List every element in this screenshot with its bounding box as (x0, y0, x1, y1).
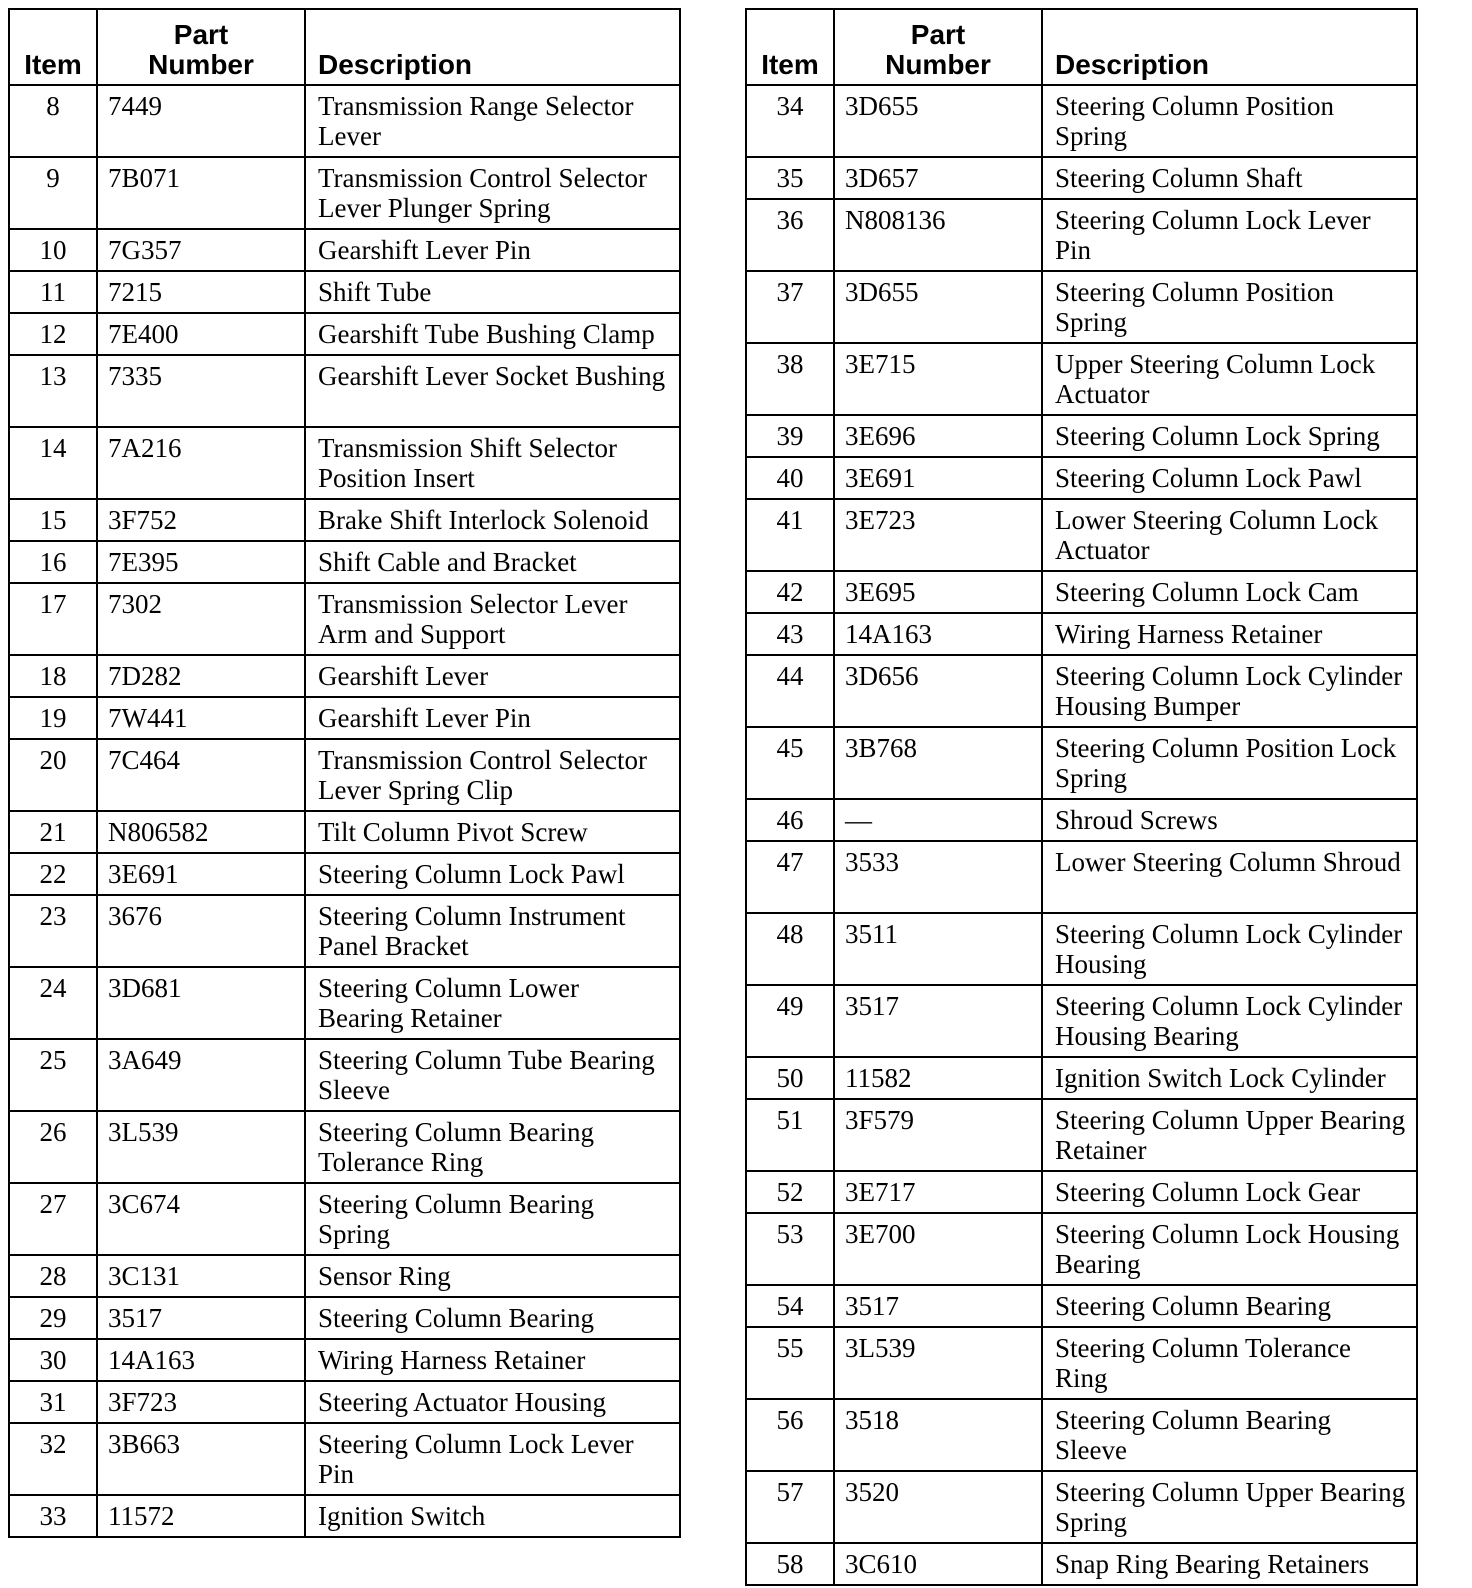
part-number-cell: 3L539 (834, 1327, 1042, 1399)
item-number-cell: 52 (746, 1171, 834, 1213)
description-cell: Snap Ring Bearing Retainers (1042, 1543, 1417, 1585)
part-number-cell: 3520 (834, 1471, 1042, 1543)
table-row (9, 157, 680, 229)
table-row (9, 697, 680, 739)
description-cell: Transmission Selector Lever Arm and Support (305, 583, 680, 655)
part-number-cell: 3A649 (97, 1039, 305, 1111)
part-number-cell: 7A216 (97, 427, 305, 499)
part-number-cell: N808136 (834, 199, 1042, 271)
table-row (746, 1285, 1417, 1327)
description-cell: Steering Column Lock Gear (1042, 1171, 1417, 1213)
item-number-cell: 19 (9, 697, 97, 739)
table-row (746, 1399, 1417, 1471)
description-cell: Steering Column Lock Cylinder Housing Bearing (1042, 985, 1417, 1057)
item-number-cell: 16 (9, 541, 97, 583)
table-header-row (9, 9, 680, 85)
description-cell: Steering Column Bearing (305, 1297, 680, 1339)
description-cell: Wiring Harness Retainer (305, 1339, 680, 1381)
item-number-cell: 8 (9, 85, 97, 157)
item-number-cell: 32 (9, 1423, 97, 1495)
item-number-cell: 47 (746, 841, 834, 913)
part-number-cell: 7C464 (97, 739, 305, 811)
parts-table-left-body (9, 85, 680, 1537)
table-row (9, 853, 680, 895)
part-number-cell: 3E723 (834, 499, 1042, 571)
item-number-cell: 54 (746, 1285, 834, 1327)
description-cell: Transmission Control Selector Lever Plunger Spring (305, 157, 680, 229)
table-row (9, 271, 680, 313)
description-column-header: Description (305, 9, 680, 85)
table-row (746, 1171, 1417, 1213)
description-cell: Transmission Shift Selector Position Insert (305, 427, 680, 499)
description-cell: Steering Column Tolerance Ring (1042, 1327, 1417, 1399)
item-number-cell: 34 (746, 85, 834, 157)
part-number-cell: 7215 (97, 271, 305, 313)
table-row (9, 541, 680, 583)
table-row (746, 415, 1417, 457)
table-row (9, 1297, 680, 1339)
part-number-cell: 3E691 (834, 457, 1042, 499)
description-cell: Steering Column Lock Pawl (1042, 457, 1417, 499)
table-row (746, 157, 1417, 199)
part-number-cell: 7302 (97, 583, 305, 655)
part-number-cell: 7E400 (97, 313, 305, 355)
item-number-cell: 26 (9, 1111, 97, 1183)
part-number-cell: 3676 (97, 895, 305, 967)
item-number-cell: 13 (9, 355, 97, 427)
description-cell: Steering Column Lock Cam (1042, 571, 1417, 613)
description-cell: Shroud Screws (1042, 799, 1417, 841)
table-row (9, 1381, 680, 1423)
description-cell: Gearshift Tube Bushing Clamp (305, 313, 680, 355)
description-cell: Steering Column Lock Pawl (305, 853, 680, 895)
part-number-cell: 3C131 (97, 1255, 305, 1297)
description-cell: Steering Column Bearing Sleeve (1042, 1399, 1417, 1471)
table-row (9, 1423, 680, 1495)
item-number-cell: 15 (9, 499, 97, 541)
table-row (746, 985, 1417, 1057)
item-number-cell: 24 (9, 967, 97, 1039)
part-number-cell: 7W441 (97, 697, 305, 739)
item-number-cell: 48 (746, 913, 834, 985)
part-number-cell: 7B071 (97, 157, 305, 229)
description-cell: Gearshift Lever Pin (305, 229, 680, 271)
item-number-cell: 44 (746, 655, 834, 727)
description-cell: Shift Cable and Bracket (305, 541, 680, 583)
part-number-cell: 3B663 (97, 1423, 305, 1495)
description-cell: Steering Column Bearing (1042, 1285, 1417, 1327)
description-cell: Wiring Harness Retainer (1042, 613, 1417, 655)
part-number-cell: 3D656 (834, 655, 1042, 727)
table-row (9, 967, 680, 1039)
table-row (746, 1213, 1417, 1285)
table-row (746, 1057, 1417, 1099)
table-row (9, 739, 680, 811)
item-number-cell: 31 (9, 1381, 97, 1423)
part-number-cell: 7335 (97, 355, 305, 427)
part-number-cell: 7D282 (97, 655, 305, 697)
table-row (9, 1183, 680, 1255)
table-row (9, 85, 680, 157)
table-row (9, 1339, 680, 1381)
description-cell: Lower Steering Column Shroud (1042, 841, 1417, 913)
description-cell: Lower Steering Column Lock Actuator (1042, 499, 1417, 571)
description-cell: Ignition Switch Lock Cylinder (1042, 1057, 1417, 1099)
item-number-cell: 14 (9, 427, 97, 499)
item-number-cell: 39 (746, 415, 834, 457)
table-row (746, 613, 1417, 655)
description-cell: Steering Column Position Spring (1042, 271, 1417, 343)
item-number-cell: 38 (746, 343, 834, 415)
part-number-cell: 3517 (97, 1297, 305, 1339)
part-number-column-header (97, 9, 305, 85)
description-cell: Sensor Ring (305, 1255, 680, 1297)
item-number-cell: 22 (9, 853, 97, 895)
description-cell: Tilt Column Pivot Screw (305, 811, 680, 853)
table-row (746, 457, 1417, 499)
parts-table-right (745, 8, 1418, 1586)
table-row (746, 271, 1417, 343)
part-number-cell: 7E395 (97, 541, 305, 583)
description-cell: Upper Steering Column Lock Actuator (1042, 343, 1417, 415)
item-number-cell: 35 (746, 157, 834, 199)
table-row (9, 1495, 680, 1537)
item-number-cell: 41 (746, 499, 834, 571)
description-cell: Shift Tube (305, 271, 680, 313)
description-cell: Gearshift Lever Socket Bushing (305, 355, 680, 427)
part-number-cell: 7G357 (97, 229, 305, 271)
item-number-cell: 9 (9, 157, 97, 229)
description-cell: Transmission Control Selector Lever Spring Clip (305, 739, 680, 811)
item-number-cell: 17 (9, 583, 97, 655)
table-row (746, 913, 1417, 985)
part-number-cell: 11582 (834, 1057, 1042, 1099)
part-number-cell: 14A163 (834, 613, 1042, 655)
item-number-cell: 27 (9, 1183, 97, 1255)
part-number-cell: 3517 (834, 985, 1042, 1057)
table-row (746, 1327, 1417, 1399)
part-number-cell: 3E715 (834, 343, 1042, 415)
description-cell: Steering Column Lock Lever Pin (1042, 199, 1417, 271)
description-cell: Steering Column Upper Bearing Spring (1042, 1471, 1417, 1543)
description-cell: Steering Column Lower Bearing Retainer (305, 967, 680, 1039)
item-number-cell: 36 (746, 199, 834, 271)
parts-table-left (8, 8, 681, 1538)
table-header-row (746, 9, 1417, 85)
description-cell: Steering Column Tube Bearing Sleeve (305, 1039, 680, 1111)
item-number-cell: 53 (746, 1213, 834, 1285)
table-row (746, 727, 1417, 799)
description-cell: Steering Actuator Housing (305, 1381, 680, 1423)
part-number-cell: 3E695 (834, 571, 1042, 613)
item-number-cell: 45 (746, 727, 834, 799)
item-number-cell: 43 (746, 613, 834, 655)
part-number-cell: N806582 (97, 811, 305, 853)
description-cell: Transmission Range Selector Lever (305, 85, 680, 157)
item-number-cell: 49 (746, 985, 834, 1057)
item-number-cell: 20 (9, 739, 97, 811)
item-number-cell: 58 (746, 1543, 834, 1585)
table-row (746, 799, 1417, 841)
item-number-cell: 25 (9, 1039, 97, 1111)
part-number-cell: 3E691 (97, 853, 305, 895)
part-number-cell: — (834, 799, 1042, 841)
description-cell: Steering Column Bearing Tolerance Ring (305, 1111, 680, 1183)
description-cell: Steering Column Position Lock Spring (1042, 727, 1417, 799)
item-number-cell: 23 (9, 895, 97, 967)
description-cell: Steering Column Shaft (1042, 157, 1417, 199)
part-number-cell: 3E717 (834, 1171, 1042, 1213)
table-row (746, 841, 1417, 913)
part-number-cell: 3517 (834, 1285, 1042, 1327)
part-header-line1: Part (910, 19, 966, 50)
part-number-column-header (834, 9, 1042, 85)
part-number-cell: 3518 (834, 1399, 1042, 1471)
part-number-cell: 3D655 (834, 271, 1042, 343)
part-number-cell: 3533 (834, 841, 1042, 913)
table-row (746, 199, 1417, 271)
table-row (746, 571, 1417, 613)
part-number-cell: 3511 (834, 913, 1042, 985)
item-number-cell: 10 (9, 229, 97, 271)
item-number-cell: 18 (9, 655, 97, 697)
item-number-cell: 30 (9, 1339, 97, 1381)
description-cell: Steering Column Upper Bearing Retainer (1042, 1099, 1417, 1171)
table-row (9, 583, 680, 655)
description-cell: Gearshift Lever Pin (305, 697, 680, 739)
part-number-cell: 11572 (97, 1495, 305, 1537)
table-row (9, 229, 680, 271)
description-cell: Steering Column Lock Cylinder Housing Bumper (1042, 655, 1417, 727)
part-number-cell: 3F579 (834, 1099, 1042, 1171)
item-number-cell: 12 (9, 313, 97, 355)
part-number-cell: 3F752 (97, 499, 305, 541)
table-row (9, 1111, 680, 1183)
part-header-line1: Part (173, 19, 229, 50)
table-row (9, 427, 680, 499)
description-cell: Steering Column Bearing Spring (305, 1183, 680, 1255)
part-number-cell: 3C610 (834, 1543, 1042, 1585)
table-row (746, 655, 1417, 727)
part-number-cell: 3B768 (834, 727, 1042, 799)
item-number-cell: 11 (9, 271, 97, 313)
item-number-cell: 55 (746, 1327, 834, 1399)
table-row (746, 1543, 1417, 1585)
description-cell: Gearshift Lever (305, 655, 680, 697)
item-number-cell: 50 (746, 1057, 834, 1099)
part-header-line2: Number (148, 49, 254, 80)
item-number-cell: 33 (9, 1495, 97, 1537)
part-number-cell: 3E696 (834, 415, 1042, 457)
description-cell: Steering Column Lock Housing Bearing (1042, 1213, 1417, 1285)
table-row (9, 355, 680, 427)
part-header-line2: Number (885, 49, 991, 80)
table-row (746, 499, 1417, 571)
table-row (746, 1099, 1417, 1171)
table-row (9, 811, 680, 853)
table-row (9, 655, 680, 697)
table-row (9, 895, 680, 967)
part-number-cell: 3L539 (97, 1111, 305, 1183)
item-column-header: Item (746, 9, 834, 85)
description-cell: Steering Column Position Spring (1042, 85, 1417, 157)
table-row (9, 1039, 680, 1111)
description-cell: Ignition Switch (305, 1495, 680, 1537)
description-cell: Brake Shift Interlock Solenoid (305, 499, 680, 541)
item-number-cell: 28 (9, 1255, 97, 1297)
part-number-cell: 3D655 (834, 85, 1042, 157)
description-cell: Steering Column Lock Spring (1042, 415, 1417, 457)
table-row (746, 85, 1417, 157)
part-number-cell: 3D657 (834, 157, 1042, 199)
item-number-cell: 46 (746, 799, 834, 841)
part-number-cell: 7449 (97, 85, 305, 157)
item-number-cell: 29 (9, 1297, 97, 1339)
item-number-cell: 51 (746, 1099, 834, 1171)
description-cell: Steering Column Lock Lever Pin (305, 1423, 680, 1495)
item-number-cell: 37 (746, 271, 834, 343)
description-cell: Steering Column Instrument Panel Bracket (305, 895, 680, 967)
part-number-cell: 3D681 (97, 967, 305, 1039)
item-number-cell: 40 (746, 457, 834, 499)
part-number-cell: 14A163 (97, 1339, 305, 1381)
table-row (9, 313, 680, 355)
part-number-cell: 3C674 (97, 1183, 305, 1255)
part-number-cell: 3E700 (834, 1213, 1042, 1285)
description-column-header: Description (1042, 9, 1417, 85)
table-row (9, 499, 680, 541)
part-number-cell: 3F723 (97, 1381, 305, 1423)
parts-table-right-body (746, 85, 1417, 1585)
item-number-cell: 21 (9, 811, 97, 853)
table-row (746, 343, 1417, 415)
table-row (9, 1255, 680, 1297)
item-column-header: Item (9, 9, 97, 85)
description-cell: Steering Column Lock Cylinder Housing (1042, 913, 1417, 985)
item-number-cell: 42 (746, 571, 834, 613)
item-number-cell: 57 (746, 1471, 834, 1543)
table-row (746, 1471, 1417, 1543)
item-number-cell: 56 (746, 1399, 834, 1471)
